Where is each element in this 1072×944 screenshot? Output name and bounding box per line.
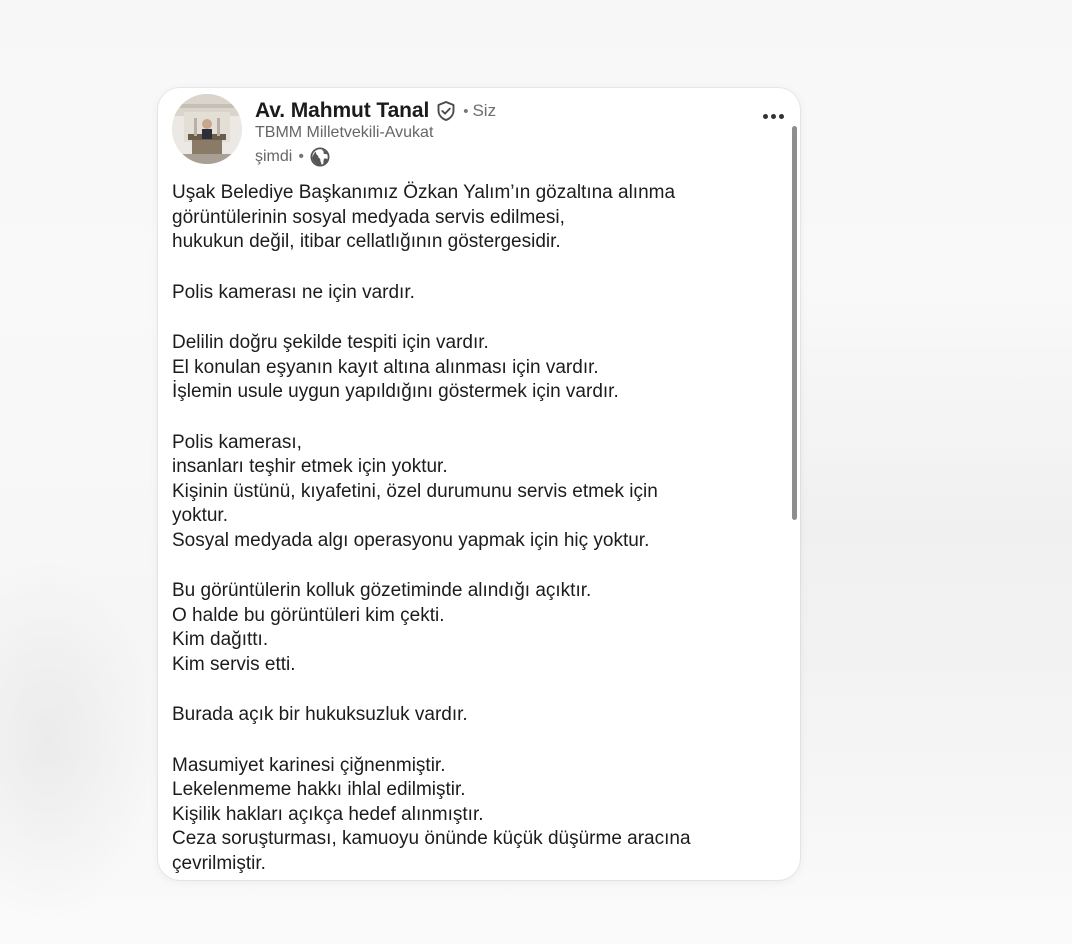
post-line: Kişilik hakları açıkça hedef alınmıştır. <box>172 803 484 825</box>
more-options-button[interactable] <box>758 104 788 128</box>
post-line: Delilin doğru şekilde tespiti için vardır. <box>172 332 489 353</box>
avatar[interactable] <box>172 94 242 164</box>
paragraph-gap <box>172 255 772 281</box>
separator-dot: • <box>463 102 469 120</box>
post-line: Kişinin üstünü, kıyafetini, özel durumunu servis etmek için <box>172 480 658 502</box>
post-line: Uşak Belediye Başkanımız Özkan Yalım’ın gözaltına alınma <box>172 182 676 203</box>
post-line: yoktur. <box>172 505 228 526</box>
paragraph-gap <box>172 728 772 754</box>
paragraph-gap <box>172 553 772 579</box>
avatar-photo <box>172 94 242 164</box>
author-name[interactable]: Av. Mahmut Tanal <box>255 99 430 122</box>
paragraph-gap <box>172 305 772 331</box>
post-paragraph <box>172 703 772 728</box>
post-line: çevrilmiştir. <box>172 852 266 874</box>
post-paragraph <box>172 754 772 877</box>
post-paragraph <box>172 579 772 677</box>
more-horizontal-icon <box>761 114 785 119</box>
post-line: Ceza soruşturması, kamuoyu önünde küçük düşürme aracına <box>172 828 691 849</box>
post-line: hukukun değil, itibar cellatlığının göstergesidir. <box>172 231 561 252</box>
post-line: Polis kamerası, <box>172 431 302 453</box>
post-text <box>172 181 772 876</box>
post-paragraph <box>172 431 772 554</box>
globe-icon[interactable] <box>310 147 330 167</box>
post-line: görüntülerinin sosyal medyada servis edilmesi, <box>172 206 565 228</box>
relation-label: Siz <box>472 101 497 120</box>
post-line: insanları teşhir etmek için yoktur. <box>172 456 448 477</box>
post-meta <box>255 146 330 168</box>
shield-check-icon <box>435 100 457 122</box>
post-line: El konulan eşyanın kayıt altına alınması için vardır. <box>172 356 599 378</box>
paragraph-gap <box>172 405 772 431</box>
post-line: Polis kamerası ne için vardır. <box>172 281 415 303</box>
post-line: Burada açık bir hukuksuzluk vardır. <box>172 704 468 725</box>
post-line: Lekelenmeme hakkı ihlal edilmiştir. <box>172 779 466 800</box>
post-card <box>158 88 800 880</box>
background-blur-left <box>0 560 160 920</box>
post-line: Sosyal medyada algı operasyonu yapmak için hiç yoktur. <box>172 529 650 551</box>
post-paragraph <box>172 331 772 405</box>
post-paragraph <box>172 281 772 306</box>
author-row <box>255 96 496 126</box>
paragraph-gap <box>172 677 772 703</box>
post-line: O halde bu görüntüleri kim çekti. <box>172 604 445 626</box>
post-line: Masumiyet karinesi çiğnenmiştir. <box>172 754 446 776</box>
post-line: Kim dağıttı. <box>172 629 269 650</box>
author-headline: TBMM Milletvekili-Avukat <box>255 124 434 141</box>
post-line: İşlemin usule uygun yapıldığını göstermek için vardır. <box>172 381 619 402</box>
separator-dot: • <box>298 148 304 165</box>
post-line: Bu görüntülerin kolluk gözetiminde alındığı açıktır. <box>172 580 592 601</box>
post-line: Kim servis etti. <box>172 653 296 675</box>
background-blur-right <box>800 290 1072 890</box>
post-paragraph <box>172 181 772 255</box>
scrollbar-thumb[interactable] <box>792 126 797 520</box>
post-time: şimdi <box>255 148 293 165</box>
